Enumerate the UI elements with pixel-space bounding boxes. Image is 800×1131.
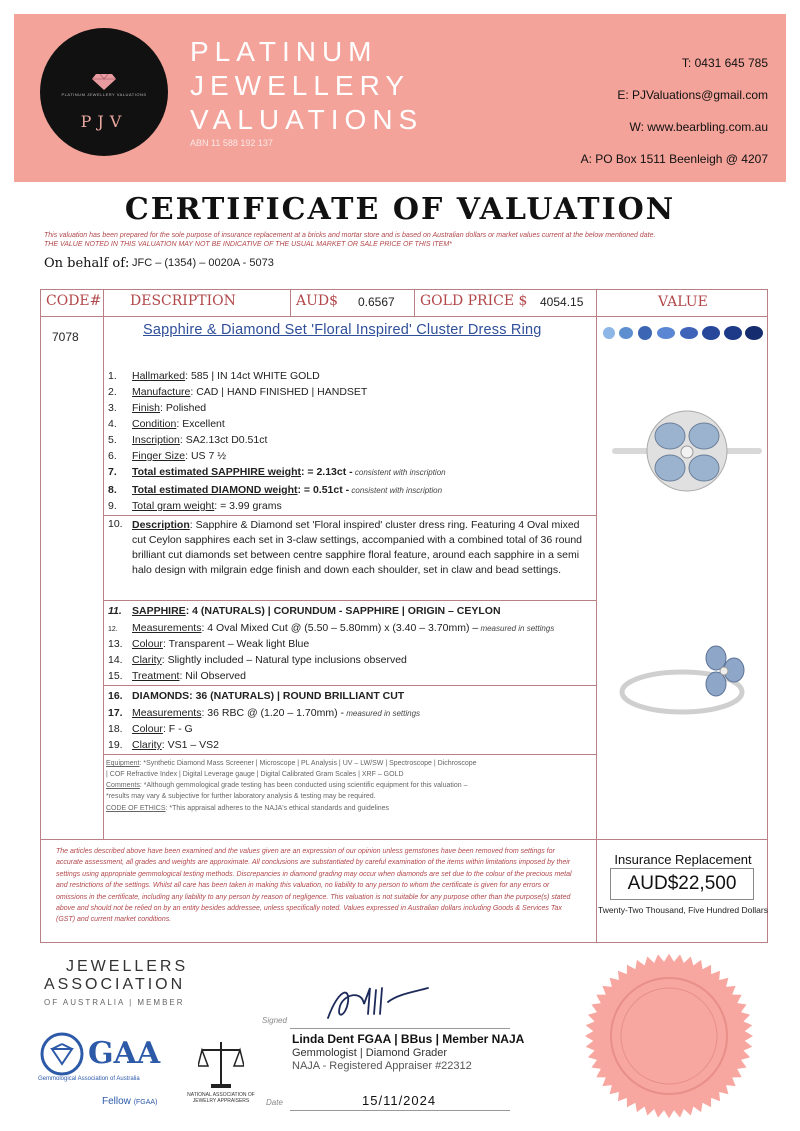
- signature-line: [290, 1028, 510, 1029]
- document-title: CERTIFICATE OF VALUATION: [124, 192, 676, 227]
- date-line: [290, 1110, 510, 1111]
- signatory-name: Linda Dent FGAA | BBus | Member NAJA: [292, 1032, 525, 1046]
- logo-small-text: PLATINUM JEWELLERY VALUATIONS: [61, 92, 147, 97]
- brand-line-3: VALUATIONS: [190, 104, 424, 135]
- ja-logo-line-1: JEWELLERS: [66, 958, 189, 975]
- footer-divider: [40, 839, 768, 840]
- insurance-column-divider: [596, 839, 597, 943]
- aud-rate: 0.6567: [358, 295, 395, 309]
- legal-footer-text: The articles described above have been examined and the values given are an expression of our opinion unless gemstones have been removed from settings for accurate assessment, all grades and weights are approximate. All conclusions are substantiated by careful examination of the items within limitations imposed by their settings using appropriate gemmological testing methods. Discrepancies in diamond grading may occur when diamonds are set due to the colour of the precious metal and restrictions of the settings. Whilst all care has been taken in making this valuation, no liability to any person to whom the certificate is given for any errors or omissions in the certificate, including any liability to any person by reason of negligence. This valuation is not suitable for any purpose other than the purpose(s) stated above and should not be relied on by an entity besides addressee, unless specifically noted. Values expressed in Australian dollars including Goods & Services Tax (GST) and current market conditions.: [56, 848, 572, 924]
- insurance-value-words: Twenty-Two Thousand, Five Hundred Dollars: [598, 905, 768, 915]
- ethics-line: CODE OF ETHICS: *This appraisal adheres to the NAJA's ethical standards and guidelines: [106, 805, 390, 812]
- item-line-1: 1. Hallmarked: 585 | IN 14ct WHITE GOLD: [108, 370, 320, 382]
- contact-website: W: www.bearbling.com.au: [629, 120, 768, 134]
- col-header-description: DESCRIPTION: [130, 293, 236, 309]
- brand-line-2: JEWELLERY: [190, 70, 410, 101]
- item-line-9: 9. Total gram weight: = 3.99 grams: [108, 500, 282, 512]
- fellow-label: Fellow (FGAA): [102, 1096, 158, 1107]
- brand-line-1: PLATINUM: [190, 36, 378, 67]
- diamond-line-17: 17. Measurements: 36 RBC @ (1.20 – 1.70mm) - measured in settings: [108, 707, 421, 719]
- signatory-registration: NAJA - Registered Appraiser #22312: [292, 1060, 472, 1072]
- gaa-diamond-icon: [40, 1032, 84, 1076]
- header-divider-aud: [290, 289, 291, 316]
- gaa-logo-text: GAA: [88, 1036, 161, 1071]
- embossed-seal: [578, 950, 760, 1122]
- col-header-gold-price: GOLD PRICE $: [420, 293, 528, 309]
- header-divider-gold: [414, 289, 415, 316]
- logo-initials: PJV: [80, 112, 128, 131]
- ring-side-view-image: [612, 640, 762, 730]
- behalf-value: JFC – (1354) – 0020A - 5073: [132, 257, 274, 269]
- diamond-line-16: 16. DIAMONDS: 36 (NATURALS) | ROUND BRILLIANT CUT: [108, 690, 405, 702]
- col-header-code: CODE#: [46, 293, 102, 309]
- ja-logo-line-2: ASSOCIATION: [44, 976, 186, 993]
- equipment-line-1: Equipment: *Synthetic Diamond Mass Screener | Microscope | PL Analysis | UV – LW/SW | Spectroscope | Dichroscope: [106, 760, 477, 767]
- sapphire-line-12: 12. Measurements: 4 Oval Mixed Cut @ (5.50 – 5.80mm) x (3.40 – 3.70mm) – measured in settings: [108, 622, 555, 634]
- item-line-5: 5. Inscription: SA2.13ct D0.51ct: [108, 434, 268, 446]
- item-line-2: 2. Manufacture: CAD | HAND FINISHED | HANDSET: [108, 386, 368, 398]
- sapphire-line-14: 14. Clarity: Slightly included – Natural type inclusions observed: [108, 654, 407, 666]
- col-header-aud: AUD$: [296, 293, 339, 309]
- diamond-line-19: 19. Clarity: VS1 – VS2: [108, 739, 219, 751]
- table-header-divider: [40, 316, 768, 317]
- item-line-6: 6. Finger Size: US 7 ½: [108, 450, 226, 462]
- sapphire-divider: [104, 685, 596, 686]
- contact-phone: T: 0431 645 785: [681, 56, 768, 70]
- item-code: 7078: [52, 330, 79, 344]
- sapphire-line-15: 15. Treatment: Nil Observed: [108, 670, 246, 682]
- insurance-value: AUD$22,500: [627, 873, 737, 894]
- naja-logo-text: NATIONAL ASSOCIATION OF JEWELRY APPRAISERS: [187, 1092, 255, 1104]
- naja-scales-icon: [198, 1040, 244, 1088]
- handwritten-signature: [318, 980, 448, 1026]
- abn-number: ABN 11 588 192 137: [190, 138, 273, 148]
- item-title: Sapphire & Diamond Set 'Floral Inspired' Cluster Dress Ring: [143, 322, 542, 338]
- behalf-label: On behalf of:: [44, 256, 130, 271]
- description-number: 10.: [108, 518, 123, 530]
- value-column-divider: [596, 289, 597, 839]
- signed-label: Signed: [262, 1016, 287, 1025]
- sapphire-line-11: 11. SAPPHIRE: 4 (NATURALS) | CORUNDUM - SAPPHIRE | ORIGIN – CEYLON: [108, 605, 501, 617]
- item-line-3: 3. Finish: Polished: [108, 402, 207, 414]
- letterhead-banner: [14, 14, 786, 182]
- date-label: Date: [266, 1098, 283, 1107]
- comments-line-1: Comments: *Although gemmological grade testing has been conducted using scientific equipment for this valuation –: [106, 782, 468, 789]
- company-logo: [40, 28, 168, 156]
- ja-logo-line-3: OF AUSTRALIA | MEMBER: [44, 998, 185, 1007]
- equipment-line-2: | COF Refractive Index | Digital Leverage gauge | Digital Calibrated Gram Scales | XRF – GOLD: [106, 771, 404, 778]
- diamond-divider: [104, 754, 596, 755]
- sapphire-colour-swatches: [600, 322, 764, 344]
- code-column-divider: [103, 289, 104, 839]
- disclaimer-line-1: This valuation has been prepared for the sole purpose of insurance replacement at a bricks and mortar store and is based on Australian dollars or market values current at the below mentioned date.: [44, 232, 656, 239]
- item-line-4: 4. Condition: Excellent: [108, 418, 225, 430]
- valuation-date: 15/11/2024: [362, 1093, 437, 1108]
- insurance-label: Insurance Replacement: [614, 852, 752, 867]
- comments-line-2: *results may vary & subjective for further laboratory analysis & testing may be required.: [106, 793, 376, 800]
- description-text: Description: Sapphire & Diamond set 'Floral inspired' cluster dress ring. Featuring 4 Oval mixed cut Ceylon sapphires each set in 3-claw settings, accompanied with a combined total of 36 round brilliant cut diamonds set between centre sapphire floral feature, around each sapphire in a semi halo design with milgrain edge finish and down each shoulder, set in claw and bead settings.: [132, 519, 583, 576]
- ring-top-view-image: [612, 408, 762, 508]
- item-line-7: 7. Total estimated SAPPHIRE weight: = 2.13ct - consistent with inscription: [108, 466, 446, 478]
- signatory-title: Gemmologist | Diamond Grader: [292, 1047, 448, 1059]
- sapphire-line-13: 13. Colour: Transparent – Weak light Blue: [108, 638, 310, 650]
- gem-icon: [92, 74, 116, 90]
- item-line-8: 8. Total estimated DIAMOND weight: = 0.51ct - consistent with inscription: [108, 484, 443, 496]
- gaa-subtitle: Gemmological Association of Australia: [38, 1076, 140, 1082]
- diamond-line-18: 18. Colour: F - G: [108, 723, 193, 735]
- gold-price: 4054.15: [540, 295, 584, 309]
- disclaimer-line-2: THE VALUE NOTED IN THIS VALUATION MAY NOT BE INDICATIVE OF THE USUAL MARKET OR SALE PRICE OF THIS ITEM*: [44, 241, 452, 248]
- col-header-value: VALUE: [658, 294, 708, 310]
- contact-email: E: PJValuations@gmail.com: [617, 88, 768, 102]
- contact-address: A: PO Box 1511 Beenleigh @ 4207: [580, 152, 768, 166]
- desc-divider-top: [104, 515, 596, 516]
- desc-divider-bottom: [104, 600, 596, 601]
